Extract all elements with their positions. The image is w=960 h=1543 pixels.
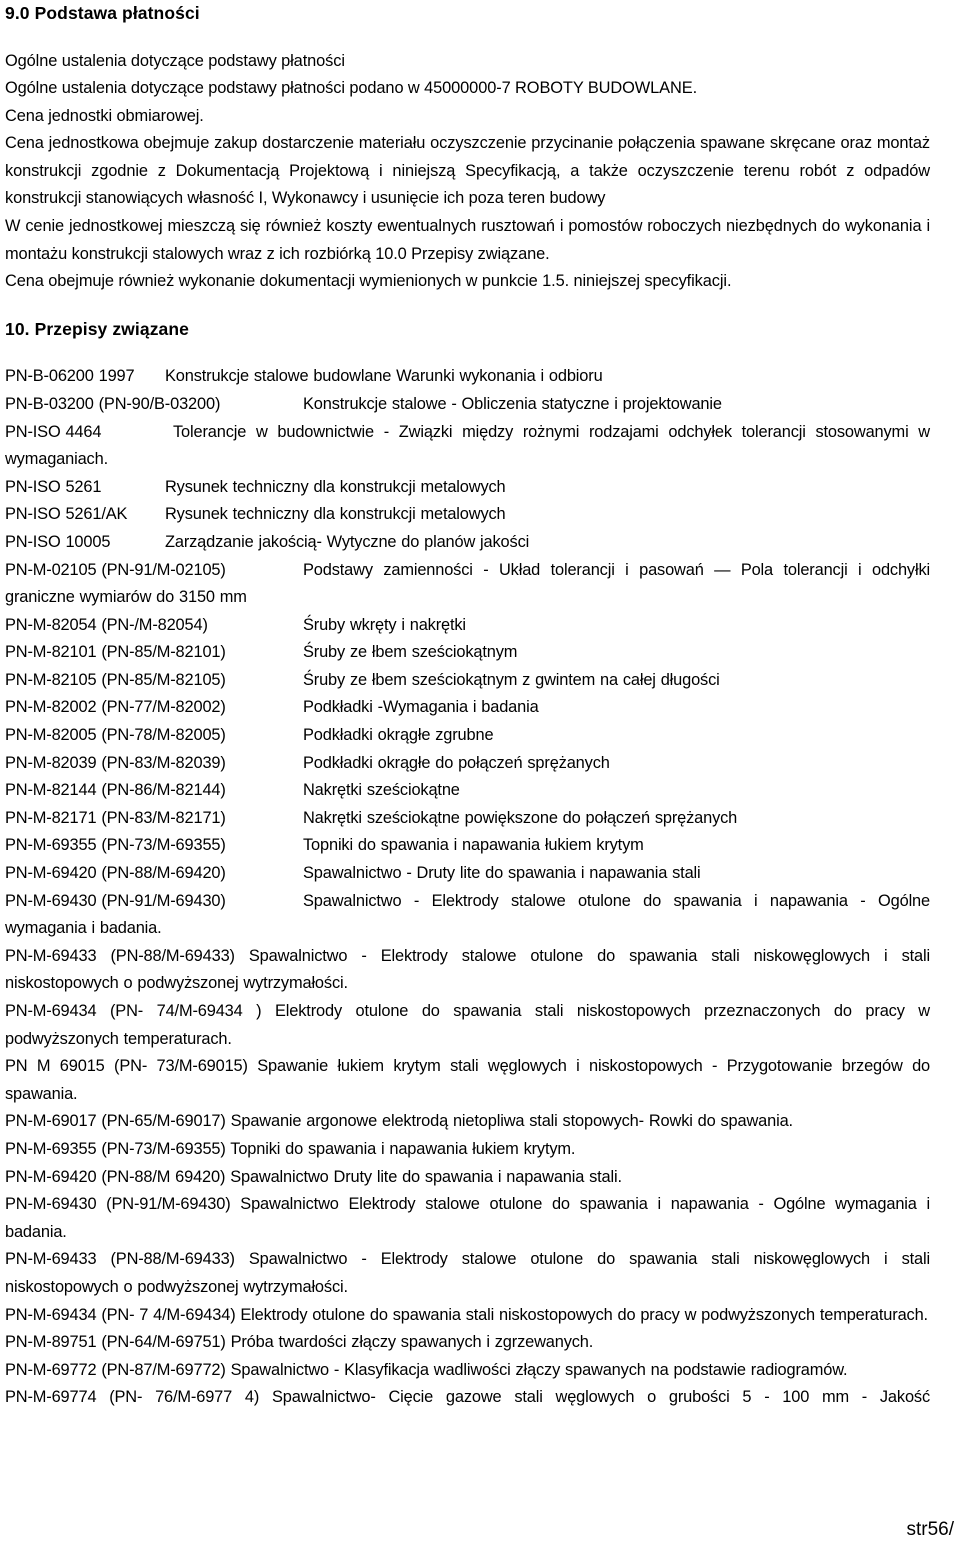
standard-title: Nakrętki sześciokątne powiększone do połączeń sprężanych bbox=[303, 808, 738, 827]
standard-item: PN-M-69355 (PN-73/M-69355) Topniki do spawania i napawania łukiem krytym. bbox=[5, 1139, 576, 1158]
standard-item bbox=[5, 777, 930, 805]
standard-code: PN-M-82039 (PN-83/M-82039) bbox=[5, 753, 226, 772]
standard-item: PN M 69015 (PN- 73/M-69015) Spawanie łukiem krytym stali węglowych i niskostopowych - Przygotowanie brzegów do spawania. bbox=[5, 1057, 930, 1103]
standard-title: Nakrętki sześciokątne bbox=[303, 781, 460, 800]
standard-item bbox=[5, 612, 930, 640]
standard-code: PN-M-69355 (PN-73/M-69355) bbox=[5, 836, 226, 855]
standard-item bbox=[5, 501, 930, 529]
spacer bbox=[5, 296, 930, 316]
standard-code: PN-ISO 4464 bbox=[5, 422, 102, 441]
standard-item: PN-M-69774 (PN- 76/M-6977 4) Spawalnictwo- Cięcie gazowe stali węglowych o grubości 5 - 100 mm - Jakość bbox=[5, 1388, 930, 1407]
section-heading-payment: 9.0 Podstawa płatności bbox=[5, 3, 200, 23]
standard-code: PN-M-82002 (PN-77/M-82002) bbox=[5, 698, 226, 717]
subheading-payment-general: Ogólne ustalenia dotyczące podstawy płatności bbox=[5, 51, 345, 70]
standard-item bbox=[5, 391, 930, 419]
standards-list bbox=[5, 363, 930, 1412]
standard-title: Konstrukcje stalowe budowlane Warunki wykonania i odbioru bbox=[165, 367, 603, 386]
standard-code: PN-M-69430 (PN-91/M-69430) bbox=[5, 891, 226, 910]
standard-title: Podkładki -Wymagania i badania bbox=[303, 698, 539, 717]
standard-title: Podkładki okrągłe zgrubne bbox=[303, 726, 494, 745]
standard-code: PN-ISO 10005 bbox=[5, 532, 111, 551]
standard-code: PN-M-69420 (PN-88/M-69420) bbox=[5, 864, 226, 883]
standard-title: Spawalnictwo - Druty lite do spawania i napawania stali bbox=[303, 864, 701, 883]
standard-title: Spawalnictwo - Elektrody stalowe otulone do spawania i napawania - Ogólne wymagania i badania. bbox=[5, 891, 930, 938]
unit-price-paragraph-3: Cena obejmuje również wykonanie dokumentacji wymienionych w punkcie 1.5. niniejszej specyfikacji. bbox=[5, 272, 732, 291]
standard-title: Podstawy zamienności - Układ tolerancji i pasowań — Pola tolerancji i odchyłki graniczne wymiarów do 3150 mm bbox=[5, 560, 930, 607]
standard-code: PN-B-06200 1997 bbox=[5, 367, 135, 386]
standard-item bbox=[5, 474, 930, 502]
standard-item bbox=[5, 832, 930, 860]
spacer bbox=[5, 343, 930, 363]
standard-title: Rysunek techniczny dla konstrukcji metalowych bbox=[165, 477, 506, 496]
standard-item: PN-M-69430 (PN-91/M-69430) Spawalnictwo Elektrody stalowe otulone do spawania i napawania - Ogólne wymagania i badania. bbox=[5, 1195, 930, 1241]
standard-code: PN-B-03200 (PN-90/B-03200) bbox=[5, 394, 221, 413]
standard-item bbox=[5, 419, 930, 474]
standard-code: PN-M-82101 (PN-85/M-82101) bbox=[5, 643, 226, 662]
spacer bbox=[5, 28, 930, 48]
standard-code: PN-M-82105 (PN-85/M-82105) bbox=[5, 670, 226, 689]
standard-item bbox=[5, 694, 930, 722]
standard-item: PN-M-69434 (PN- 7 4/M-69434) Elektrody otulone do spawania stali niskostopowych do pracy w podwyższonych temperaturach. bbox=[5, 1305, 928, 1324]
standard-item bbox=[5, 888, 930, 943]
standard-item bbox=[5, 860, 930, 888]
standard-item: PN-M-69433 (PN-88/M-69433) Spawalnictwo - Elektrody stalowe otulone do spawania stali niskowęglowych i stali niskostopowych o podwyższonej wytrzymałości. bbox=[5, 1250, 930, 1296]
standard-code: PN-M-82005 (PN-78/M-82005) bbox=[5, 726, 226, 745]
standard-item bbox=[5, 805, 930, 833]
standard-title: Podkładki okrągłe do połączeń sprężanych bbox=[303, 753, 610, 772]
standard-item bbox=[5, 722, 930, 750]
standard-title: Śruby ze łbem sześciokątnym bbox=[303, 643, 518, 662]
standard-title: Śruby wkręty i nakrętki bbox=[303, 615, 466, 634]
standard-title: Śruby ze łbem sześciokątnym z gwintem na całej długości bbox=[303, 670, 720, 689]
standard-item: PN-M-69433 (PN-88/M-69433) Spawalnictwo - Elektrody stalowe otulone do spawania stali niskowęglowych i stali niskostopowych o podwyższonej wytrzymałości. bbox=[5, 946, 930, 993]
standard-code: PN-ISO 5261 bbox=[5, 477, 102, 496]
payment-reference-line: Ogólne ustalenia dotyczące podstawy płatności podano w 45000000-7 ROBOTY BUDOWLANE. bbox=[5, 79, 698, 98]
standard-item: PN-M-89751 (PN-64/M-69751) Próba twardości złączy spawanych i zgrzewanych. bbox=[5, 1333, 594, 1352]
standard-item: PN-M-69434 (PN- 74/M-69434 ) Elektrody otulone do spawania stali niskostopowych przeznaczonych do pracy w podwyższonych temperaturach. bbox=[5, 1002, 930, 1048]
standard-item bbox=[5, 750, 930, 778]
unit-price-heading: Cena jednostki obmiarowej. bbox=[5, 106, 204, 125]
document-body bbox=[5, 0, 930, 1412]
section-heading-regulations: 10. Przepisy związane bbox=[5, 318, 189, 339]
standard-item bbox=[5, 639, 930, 667]
standard-item bbox=[5, 667, 930, 695]
standard-item bbox=[5, 363, 930, 391]
standard-title: Tolerancje w budownictwie - Związki między rożnymi rodzajami odchyłek tolerancji stosowanymi w wymaganiach. bbox=[5, 422, 930, 469]
standard-item: PN-M-69017 (PN-65/M-69017) Spawanie argonowe elektrodą nietopliwa stali stopowych- Rowki do spawania. bbox=[5, 1112, 793, 1131]
standard-code: PN-ISO 5261/AK bbox=[5, 505, 128, 524]
standard-code: PN-M-82144 (PN-86/M-82144) bbox=[5, 781, 226, 800]
standard-title: Topniki do spawania i napawania łukiem krytym bbox=[303, 836, 644, 855]
standard-item: PN-M-69772 (PN-87/M-69772) Spawalnictwo - Klasyfikacja wadliwości złączy spawanych na podstawie radiogramów. bbox=[5, 1360, 848, 1379]
standard-item: PN-M-69420 (PN-88/M 69420) Spawalnictwo Druty lite do spawania i napawania stali. bbox=[5, 1167, 622, 1186]
standard-title: Zarządzanie jakością- Wytyczne do planów jakości bbox=[165, 532, 530, 551]
standard-title: Rysunek techniczny dla konstrukcji metalowych bbox=[165, 505, 506, 524]
standard-item bbox=[5, 557, 930, 612]
standard-item bbox=[5, 529, 930, 557]
page-number: str56/ bbox=[906, 1519, 954, 1540]
unit-price-paragraph: Cena jednostkowa obejmuje zakup dostarczenie materiału oczyszczenie przycinanie połączenia spawane skręcane oraz montaż konstrukcji zgodnie z Dokumentacją Projektową i niniejszą Specyfikacją, a także oczyszczenie terenu robót z odpadów konstrukcji stanowiących własność I, Wykonawcy i usunięcie ich poza teren budowy bbox=[5, 134, 930, 208]
standard-code: PN-M-82054 (PN-/M-82054) bbox=[5, 615, 208, 634]
standard-code: PN-M-02105 (PN-91/M-02105) bbox=[5, 560, 226, 579]
standard-title: Konstrukcje stalowe - Obliczenia statyczne i projektowanie bbox=[303, 394, 722, 413]
unit-price-paragraph-2: W cenie jednostkowej mieszczą się również koszty ewentualnych rusztowań i pomostów roboczych niezbędnych do wykonania i montażu konstrukcji stalowych wraz z ich rozbiórką 10.0 Przepisy związane. bbox=[5, 217, 930, 263]
standard-code: PN-M-82171 (PN-83/M-82171) bbox=[5, 808, 226, 827]
